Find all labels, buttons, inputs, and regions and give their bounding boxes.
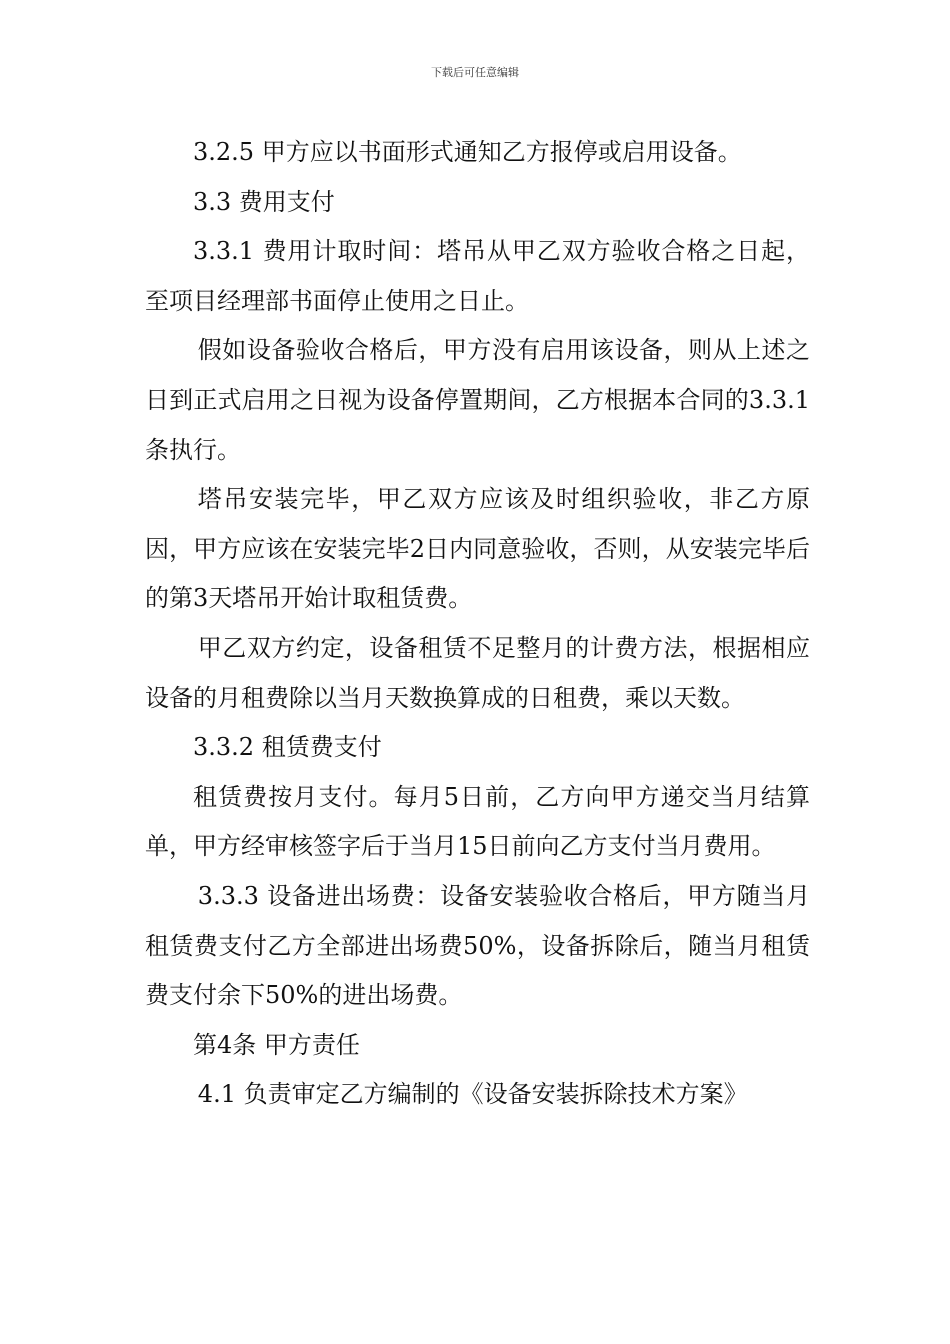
paragraph-partial-month: 甲乙双方约定，设备租赁不足整月的计费方法，根据相应设备的月租费除以当月天数换算成的日租费，乘以天数。 <box>145 633 810 712</box>
section-3-3-heading: 3.3 费用支付 <box>193 187 335 216</box>
paragraph-acceptance: 塔吊安装完毕，甲乙双方应该及时组织验收，非乙方原因，甲方应该在安装完毕2日内同意验收，否则，从安装完毕后的第3天塔吊开始计取租赁费。 <box>145 485 810 613</box>
paragraph-idle-period: 假如设备验收合格后，甲方没有启用该设备，则从上述之日到正式启用之日视为设备停置期间，乙方根据本合同的3.3.1条执行。 <box>145 336 810 464</box>
page-header-note: 下载后可任意编辑 <box>431 66 519 79</box>
clause-4-1: 4.1 负责审定乙方编制的《设备安装拆除技术方案》 <box>197 1080 748 1109</box>
article-4-heading: 第4条 甲方责任 <box>193 1030 360 1059</box>
paragraph-monthly-payment: 租赁费按月支付。每月5日前，乙方向甲方递交当月结算单，甲方经审核签字后于当月15日前向乙方支付当月费用。 <box>145 782 810 861</box>
clause-3-3-2-heading: 3.3.2 租赁费支付 <box>193 733 382 762</box>
clause-3-3-3: 3.3.3 设备进出场费：设备安装验收合格后，甲方随当月租赁费支付乙方全部进出场费50%，设备拆除后，随当月租赁费支付余下50%的进出场费。 <box>145 881 810 1010</box>
clause-3-2-5: 3.2.5 甲方应以书面形式通知乙方报停或启用设备。 <box>193 138 742 166</box>
clause-3-3-1: 3.3.1 费用计取时间：塔吊从甲乙双方验收合格之日起，至项目经理部书面停止使用之日止。 <box>145 237 810 315</box>
document-body <box>145 128 810 1120</box>
